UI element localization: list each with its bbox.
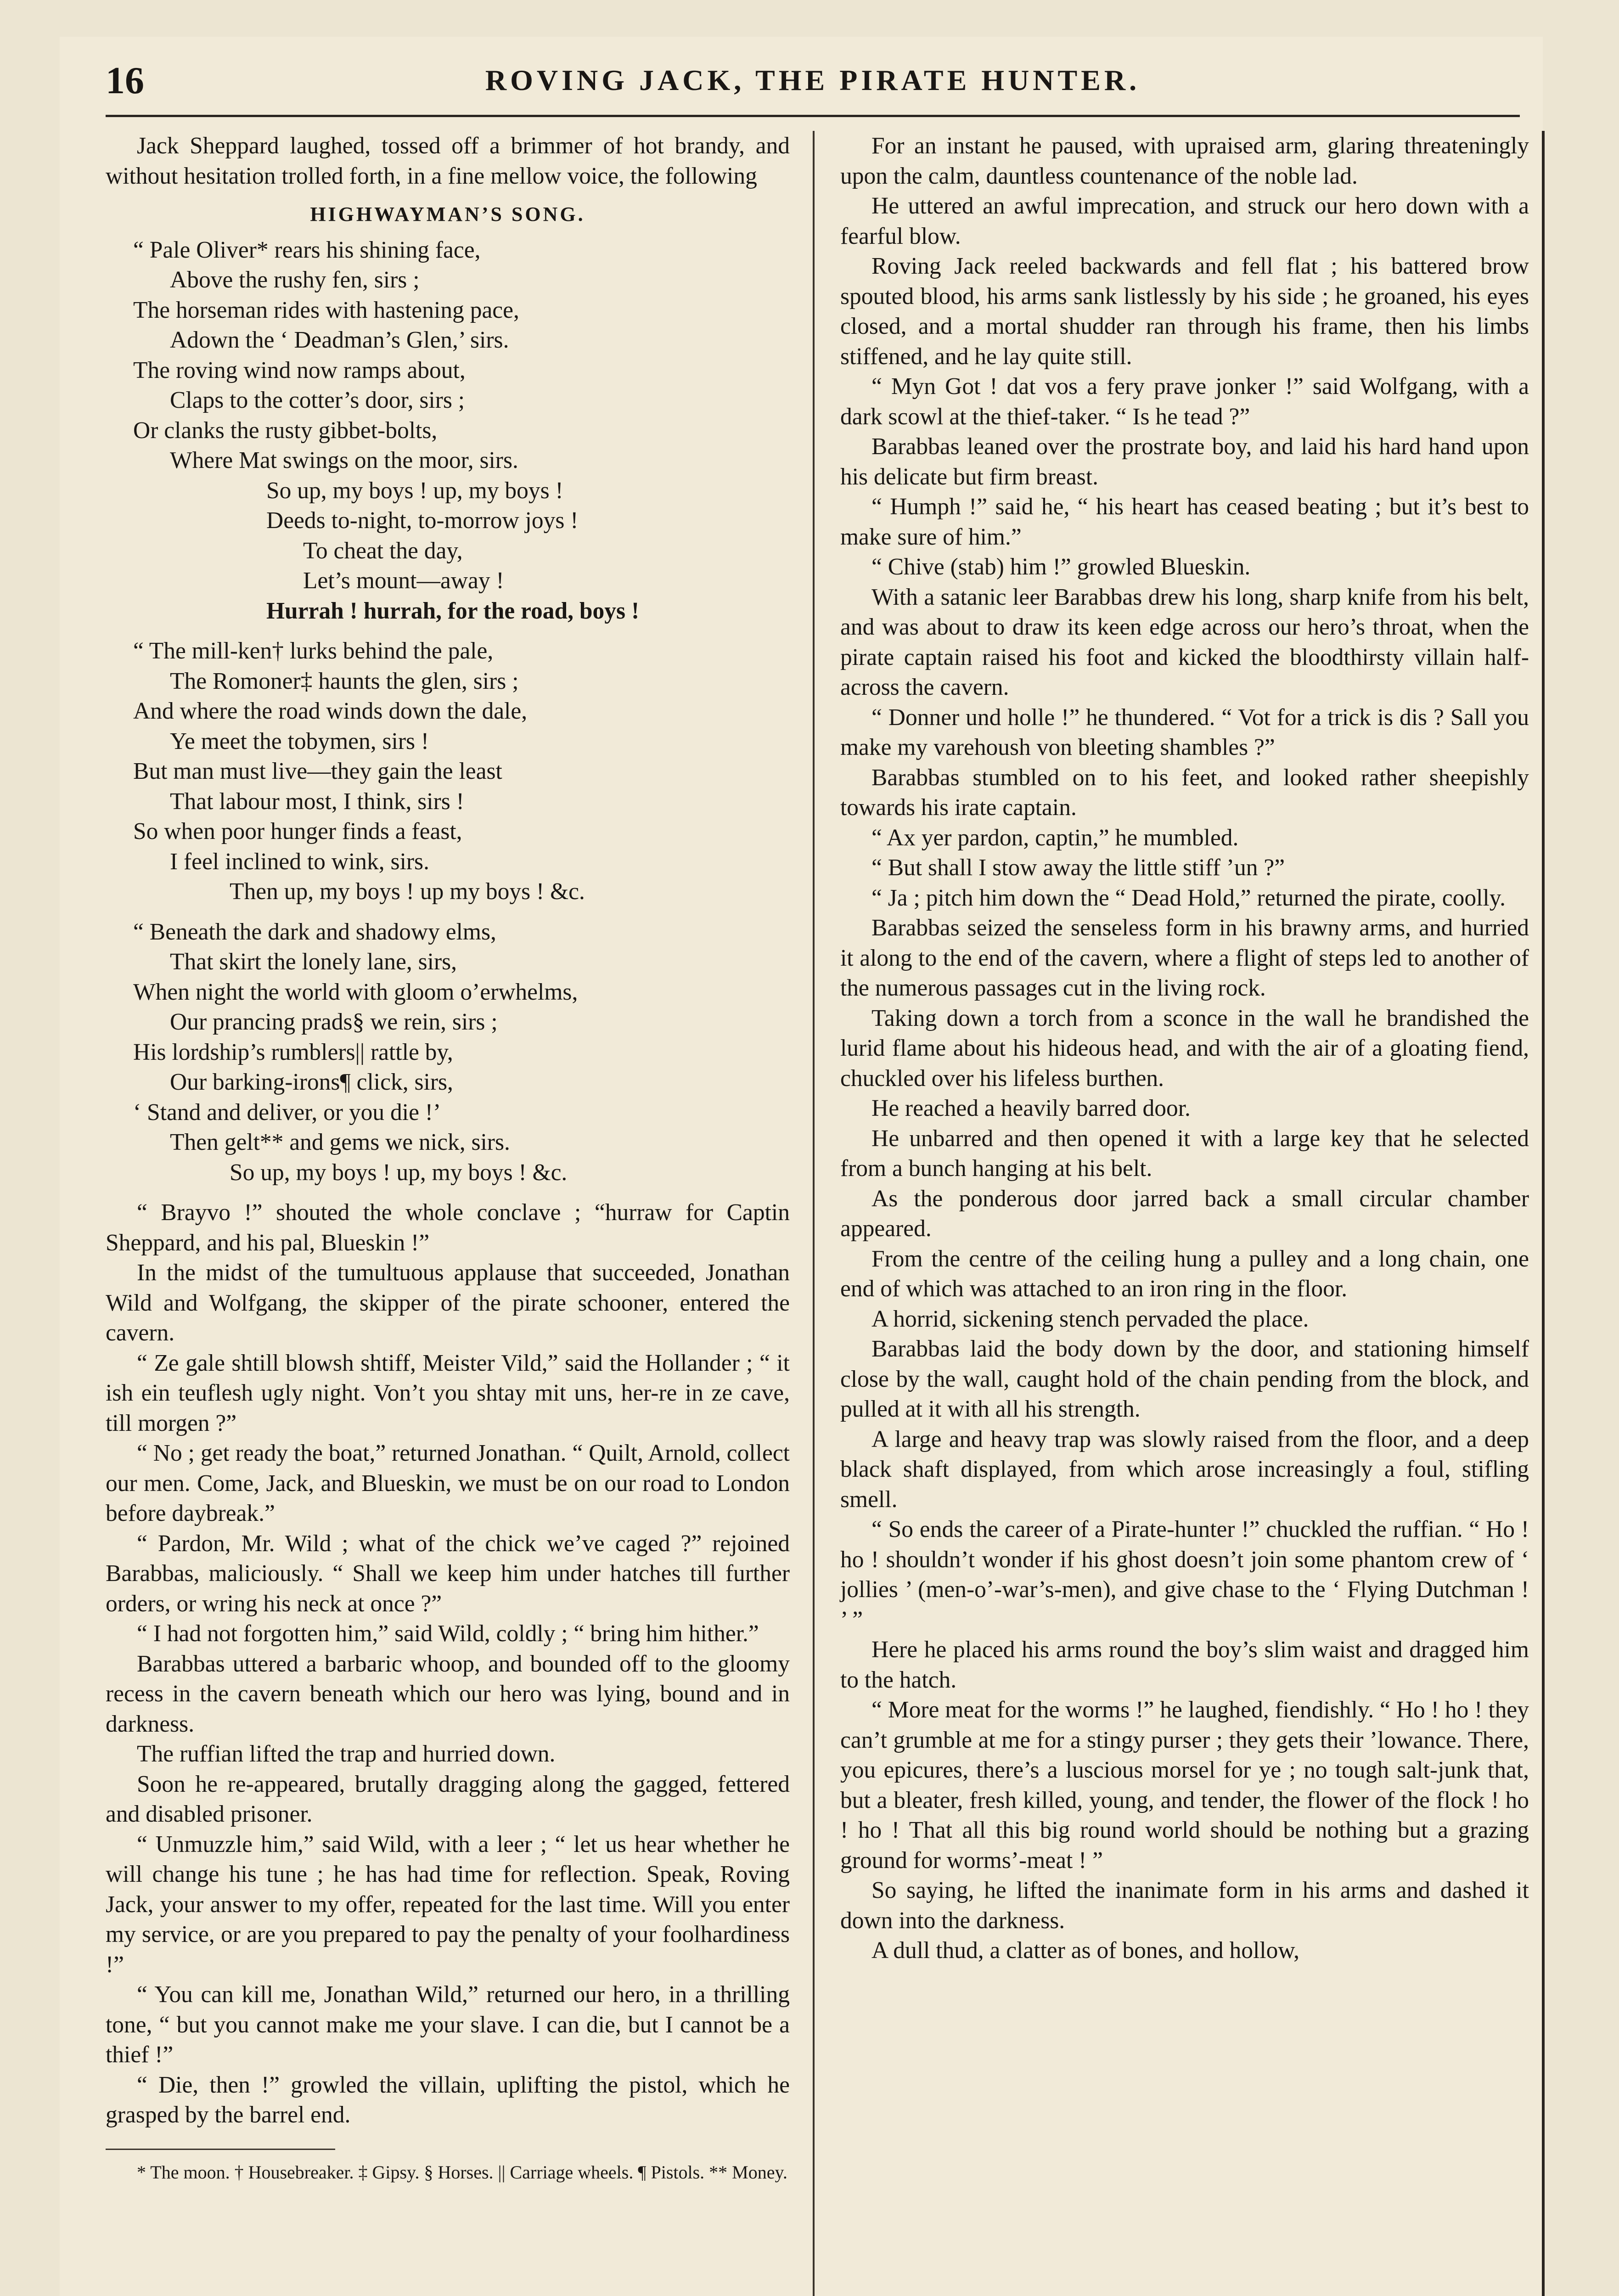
verse-line: So up, my boys ! up, my boys ! &c. xyxy=(230,1159,568,1186)
story-paragraph: Barabbas stumbled on to his feet, and looked rather sheepishly towards his irate captain. xyxy=(840,764,1529,821)
story-paragraph: “ So ends the career of a Pirate-hunter !” chuckled the ruffian. “ Ho ! ho ! shouldn’t wonder if his ghost doesn’t join some phantom crew of ‘ jollies ’ (men-o’-war’s-men), and give chase to the ‘ Flying Dutchman ! ’ ” xyxy=(840,1516,1529,1633)
story-paragraph: Soon he re-appeared, brutally dragging along the gagged, fettered and disabled prisoner. xyxy=(106,1771,790,1827)
intro-paragraph: Jack Sheppard laughed, tossed off a brimmer of hot brandy, and without hesitation trolled forth, in a fine mellow voice, the following xyxy=(106,133,790,189)
story-paragraph: The ruffian lifted the trap and hurried down. xyxy=(137,1741,556,1767)
story-paragraph: “ Brayvo !” shouted the whole conclave ; “hurraw for Captin Sheppard, and his pal, Blueskin !” xyxy=(106,1199,790,1256)
story-paragraph: “ Die, then !” growled the villain, uplifting the pistol, which he grasped by the barrel end. xyxy=(106,2071,790,2128)
story-paragraph: A large and heavy trap was slowly raised from the floor, and a deep black shaft displayed, from which arose increasingly a foul, stifling smell. xyxy=(840,1426,1529,1513)
story-paragraph: Roving Jack reeled backwards and fell flat ; his battered brow spouted blood, his arms sank listlessly by his side ; he groaned, his eyes closed, and a mortal shudder ran through his frame, then his limbs stiffened, and he lay quite still. xyxy=(840,253,1529,370)
verse-line: Let’s mount—away ! xyxy=(303,568,504,594)
verse-line: Ye meet the tobymen, sirs ! xyxy=(170,728,429,754)
story-paragraph: “ I had not forgotten him,” said Wild, coldly ; “ bring him hither.” xyxy=(137,1621,759,1647)
right-column xyxy=(840,131,1529,1966)
story-paragraph: “ You can kill me, Jonathan Wild,” returned our hero, in a thrilling tone, “ but you cannot make me your slave. I can die, but I cannot be a thief !” xyxy=(106,1981,790,2068)
story-paragraph: So saying, he lifted the inanimate form in his arms and dashed it down into the darkness. xyxy=(840,1877,1529,1934)
story-paragraph: “ Pardon, Mr. Wild ; what of the chick we’ve caged ?” rejoined Barabbas, maliciously. “ Shall we keep him under hatches till further orders, or wring his neck at once ?” xyxy=(106,1530,790,1617)
story-paragraph: Barabbas laid the body down by the door, and stationing himself close by the wall, caught hold of the chain pending from the block, and pulled at it with all his strength. xyxy=(840,1336,1529,1422)
story-paragraph: “ But shall I stow away the little stiff ’un ?” xyxy=(871,855,1285,881)
verse-line: And where the road winds down the dale, xyxy=(133,698,528,724)
story-paragraph: “ No ; get ready the boat,” returned Jonathan. “ Quilt, Arnold, collect our men. Come, Jack, and Blueskin, we must be on our road to London before daybreak.” xyxy=(106,1440,790,1526)
story-paragraph: Taking down a torch from a sconce in the wall he brandished the lurid flame about his hideous head, and with the air of a gloating fiend, chuckled over his lifeless burthen. xyxy=(840,1005,1529,1092)
verse-line: Our prancing prads§ we rein, sirs ; xyxy=(170,1009,498,1035)
song-title: HIGHWAYMAN’S SONG. xyxy=(310,203,585,225)
story-paragraph: “ Ja ; pitch him down the “ Dead Hold,” returned the pirate, coolly. xyxy=(871,884,1506,911)
verse-line: The horseman rides with hastening pace, xyxy=(133,297,519,323)
story-paragraph: Barabbas leaned over the prostrate boy, and laid his hard hand upon his delicate but firm breast. xyxy=(840,433,1529,490)
verse-line: Then gelt** and gems we nick, sirs. xyxy=(170,1129,510,1155)
story-paragraph: “ More meat for the worms !” he laughed, fiendishly. “ Ho ! ho ! they can’t grumble at me for a stingy purser ; they gets their ’lowance. There, you epicures, there’s a luscious morsel for ye ; no tough salt-junk that, but a bleater, fresh killed, young, and tender, the flower of the flock ! ho ! ho ! That all this big round world should be nothing but a grazing ground for worms’-meat ! ” xyxy=(840,1697,1529,1874)
story-paragraph: “ Donner und holle !” he thundered. “ Vot for a trick is dis ? Sall you make my varehoush von bleeting shambles ?” xyxy=(840,704,1529,760)
verse-line: Then up, my boys ! up my boys ! &c. xyxy=(230,878,585,905)
story-paragraph: From the centre of the ceiling hung a pulley and a long chain, one end of which was attached to an iron ring in the floor. xyxy=(840,1245,1529,1302)
footnotes: * The moon. † Housebreaker. ‡ Gipsy. § Horses. || Carriage wheels. ¶ Pistols. ** Money. xyxy=(137,2161,787,2183)
verse-line: That labour most, I think, sirs ! xyxy=(170,788,464,815)
story-paragraph: He unbarred and then opened it with a large key that he selected from a bunch hanging at his belt. xyxy=(840,1125,1529,1182)
verse-line: Deeds to-night, to-morrow joys ! xyxy=(266,507,579,534)
verse-line: Hurrah ! hurrah, for the road, boys ! xyxy=(266,597,640,624)
magazine-page xyxy=(60,37,1543,2296)
verse-line: To cheat the day, xyxy=(303,537,463,564)
story-paragraph: As the ponderous door jarred back a small circular chamber appeared. xyxy=(840,1185,1529,1242)
verse-line: ‘ Stand and deliver, or you die !’ xyxy=(133,1099,441,1125)
column-divider xyxy=(813,131,815,2296)
song-stanza-3 xyxy=(106,917,790,1188)
story-paragraph: For an instant he paused, with upraised arm, glaring threateningly upon the calm, dauntless countenance of the noble lad. xyxy=(840,133,1529,189)
verse-line: When night the world with gloom o’erwhelms, xyxy=(133,979,578,1005)
right-frame-rule xyxy=(1542,131,1545,2296)
story-paragraph: Here he placed his arms round the boy’s slim waist and dragged him to the hatch. xyxy=(840,1637,1529,1693)
verse-line: So up, my boys ! up, my boys ! xyxy=(266,477,563,504)
left-column xyxy=(106,131,790,2185)
story-paragraph: “ Ax yer pardon, captin,” he mumbled. xyxy=(871,824,1239,851)
story-paragraph: With a satanic leer Barabbas drew his long, sharp knife from his belt, and was about to draw its keen edge across our hero’s throat, when the pirate captain raised his foot and kicked the bloodthirsty villain half-across the cavern. xyxy=(840,584,1529,700)
story-paragraph: “ Ze gale shtill blowsh shtiff, Meister Vild,” said the Hollander ; “ it ish ein teuflesh ugly night. Von’t you shtay mit uns, her-re in ze cave, till morgen ?” xyxy=(106,1350,790,1436)
story-paragraph: In the midst of the tumultuous applause that succeeded, Jonathan Wild and Wolfgang, the skipper of the pirate schooner, entered the cavern. xyxy=(106,1260,790,1346)
song-stanza-2 xyxy=(106,636,790,907)
story-paragraph: “ Myn Got ! dat vos a fery prave jonker !” said Wolfgang, with a dark scowl at the thief-taker. “ Is he tead ?” xyxy=(840,373,1529,430)
story-paragraph: “ Unmuzzle him,” said Wild, with a leer ; “ let us hear whether he will change his tune ; he has had time for reflection. Speak, Roving Jack, your answer to my offer, repeated for the last time. Will you enter my service, or are you prepared to pay the penalty of your foolhardiness !” xyxy=(106,1831,790,1978)
story-paragraph: Barabbas uttered a barbaric whoop, and bounded off to the gloomy recess in the cavern beneath which our hero was lying, bound and in darkness. xyxy=(106,1650,790,1737)
verse-line: Where Mat swings on the moor, sirs. xyxy=(170,447,518,473)
verse-line: Adown the ‘ Deadman’s Glen,’ sirs. xyxy=(170,327,509,353)
running-title: ROVING JACK, THE PIRATE HUNTER. xyxy=(485,64,1141,96)
verse-line: Claps to the cotter’s door, sirs ; xyxy=(170,387,465,413)
verse-line: The Romoner‡ haunts the glen, sirs ; xyxy=(170,668,519,694)
story-paragraph: A dull thud, a clatter as of bones, and hollow, xyxy=(871,1937,1300,1964)
verse-line: Or clanks the rusty gibbet-bolts, xyxy=(133,417,438,444)
page-header xyxy=(106,46,1520,117)
verse-line: I feel inclined to wink, sirs. xyxy=(170,848,429,875)
verse-line: “ The mill-ken† lurks behind the pale, xyxy=(133,638,494,664)
story-paragraph: A horrid, sickening stench pervaded the place. xyxy=(871,1306,1309,1332)
footnote-divider xyxy=(106,2149,335,2150)
song-stanza-1 xyxy=(106,235,790,626)
page-number: 16 xyxy=(106,59,144,102)
verse-line: That skirt the lonely lane, sirs, xyxy=(170,949,457,975)
verse-line: But man must live—they gain the least xyxy=(133,758,502,784)
verse-line: “ Beneath the dark and shadowy elms, xyxy=(133,918,496,945)
story-paragraph: He uttered an awful imprecation, and struck our hero down with a fearful blow. xyxy=(840,193,1529,249)
verse-line: “ Pale Oliver* rears his shining face, xyxy=(133,236,481,263)
verse-line: Our barking-irons¶ click, sirs, xyxy=(170,1069,453,1095)
story-paragraph: He reached a heavily barred door. xyxy=(871,1095,1191,1121)
verse-line: The roving wind now ramps about, xyxy=(133,357,466,383)
verse-line: Above the rushy fen, sirs ; xyxy=(170,267,420,293)
story-paragraph: “ Humph !” said he, “ his heart has ceased beating ; but it’s best to make sure of him.” xyxy=(840,494,1529,550)
story-paragraph: “ Chive (stab) him !” growled Blueskin. xyxy=(871,554,1251,580)
verse-line: So when poor hunger finds a feast, xyxy=(133,818,462,844)
story-paragraph: Barabbas seized the senseless form in his brawny arms, and hurried it along to the end of the cavern, where a flight of steps led to another of the numerous passages cut in the living rock. xyxy=(840,915,1529,1001)
verse-line: His lordship’s rumblers|| rattle by, xyxy=(133,1039,453,1065)
